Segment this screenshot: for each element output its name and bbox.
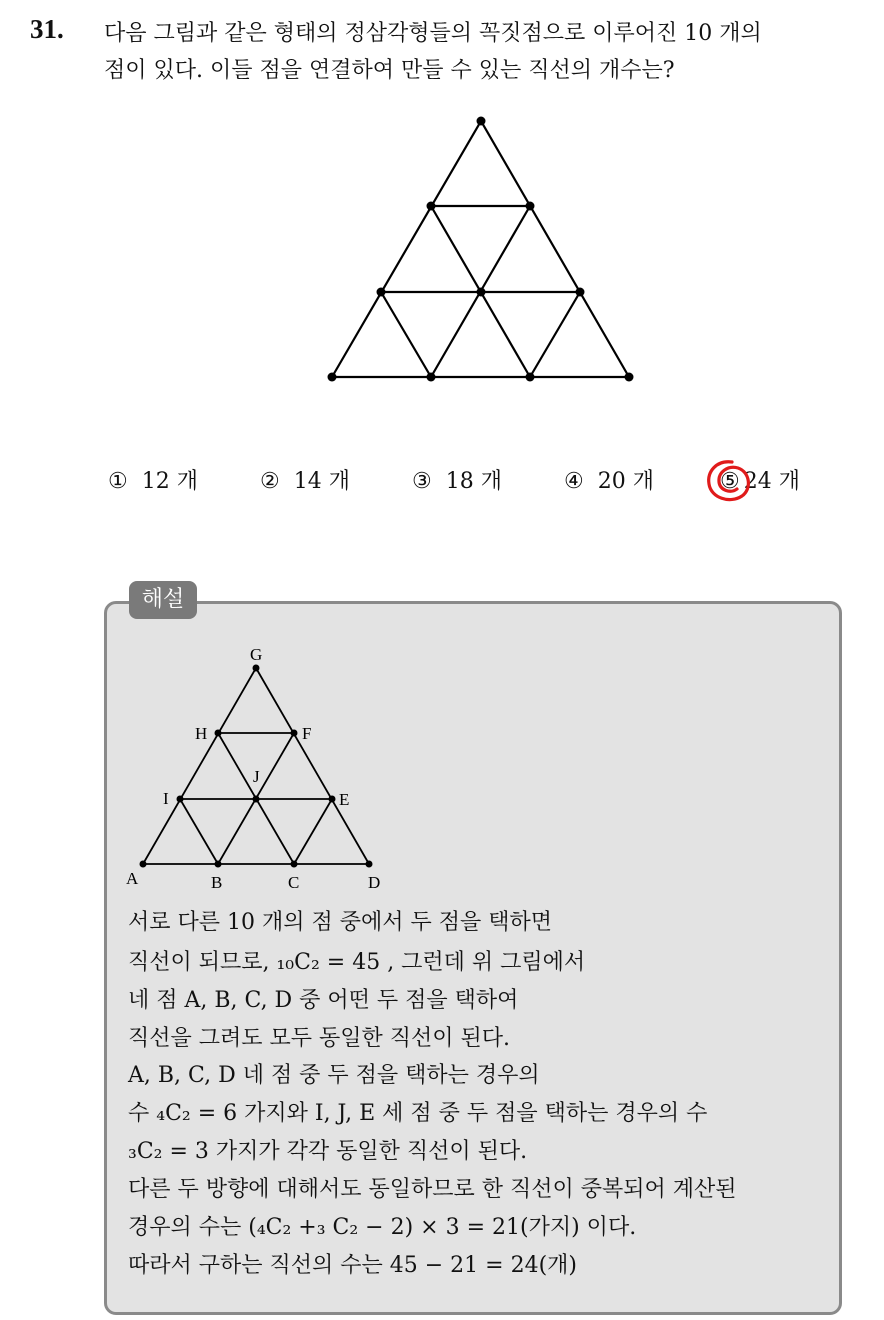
grid-point [477,288,486,297]
question-number: 31. [30,14,64,44]
label-i: I [163,789,169,808]
point-c [291,861,298,868]
point-a [140,861,147,868]
choice-4-text: 20 개 [597,469,654,494]
label-h: H [195,724,208,743]
solution-line-5: A, B, C, D 네 점 중 두 점을 택하는 경우의 [128,1063,540,1088]
label-c: C [288,873,300,892]
choice-3[interactable] [412,464,502,495]
point-g [253,665,260,672]
grid-point [526,202,535,211]
solution-line-6: 수 ₄C₂ = 6 가지와 I, J, E 세 점 중 두 점을 택하는 경우의 수 [128,1101,708,1126]
point-h [215,730,222,737]
label-e: E [339,790,350,809]
grid-point [377,288,386,297]
point-j [253,796,260,803]
grid-point [328,373,337,382]
choice-5-text: 24 개 [743,469,800,494]
choice-1-mark: ① [108,469,128,494]
solution-line-10: 따라서 구하는 직선의 수는 45 − 21 = 24(개) [128,1253,577,1278]
label-g: G [250,645,263,664]
grid-point [427,373,436,382]
choice-5-mark: ⑤ [720,469,740,494]
choice-1[interactable] [108,464,198,495]
selected-answer-circle [700,456,760,508]
choice-2-mark: ② [260,469,280,494]
choice-1-text: 12 개 [141,469,198,494]
solution-line-1: 서로 다른 10 개의 점 중에서 두 점을 택하면 [128,910,552,935]
grid-point [526,373,535,382]
label-f: F [302,724,312,743]
label-j: J [253,767,260,786]
solution-line-3: 네 점 A, B, C, D 중 어떤 두 점을 택하여 [128,988,519,1013]
point-e [329,796,336,803]
choice-4-mark: ④ [564,469,584,494]
point-b [215,861,222,868]
grid-point [576,288,585,297]
solution-line-7: ₃C₂ = 3 가지가 각각 동일한 직선이 된다. [128,1139,528,1164]
label-a: A [126,869,139,888]
solution-line-8: 다른 두 방향에 대해서도 동일하므로 한 직선이 중복되어 계산된 [128,1177,737,1202]
solution-tag: 해설 [129,581,197,619]
point-d [366,861,373,868]
labeled-triangle-figure [110,640,410,900]
choice-2[interactable] [260,464,350,495]
point-i [177,796,184,803]
solution-line-2: 직선이 되므로, ₁₀C₂ = 45 , 그런데 위 그림에서 [128,950,586,975]
solution-line-4: 직선을 그려도 모두 동일한 직선이 된다. [128,1026,510,1051]
point-f [291,730,298,737]
choice-2-text: 14 개 [293,469,350,494]
solution-line-9: 경우의 수는 (₄C₂ +₃ C₂ − 2) × 3 = 21(가지) 이다. [128,1215,637,1240]
choice-3-text: 18 개 [445,469,502,494]
grid-point [427,202,436,211]
choice-4[interactable] [564,464,654,495]
grid-point [625,373,634,382]
choice-3-mark: ③ [412,469,432,494]
grid-point [477,117,486,126]
label-d: D [368,873,381,892]
question-text-line-2: 점이 있다. 이들 점을 연결하여 만들 수 있는 직선의 개수는? [104,58,675,83]
question-text-line-1: 다음 그림과 같은 형태의 정삼각형들의 꼭짓점으로 이루어진 10 개의 [104,21,762,46]
label-b: B [211,873,223,892]
